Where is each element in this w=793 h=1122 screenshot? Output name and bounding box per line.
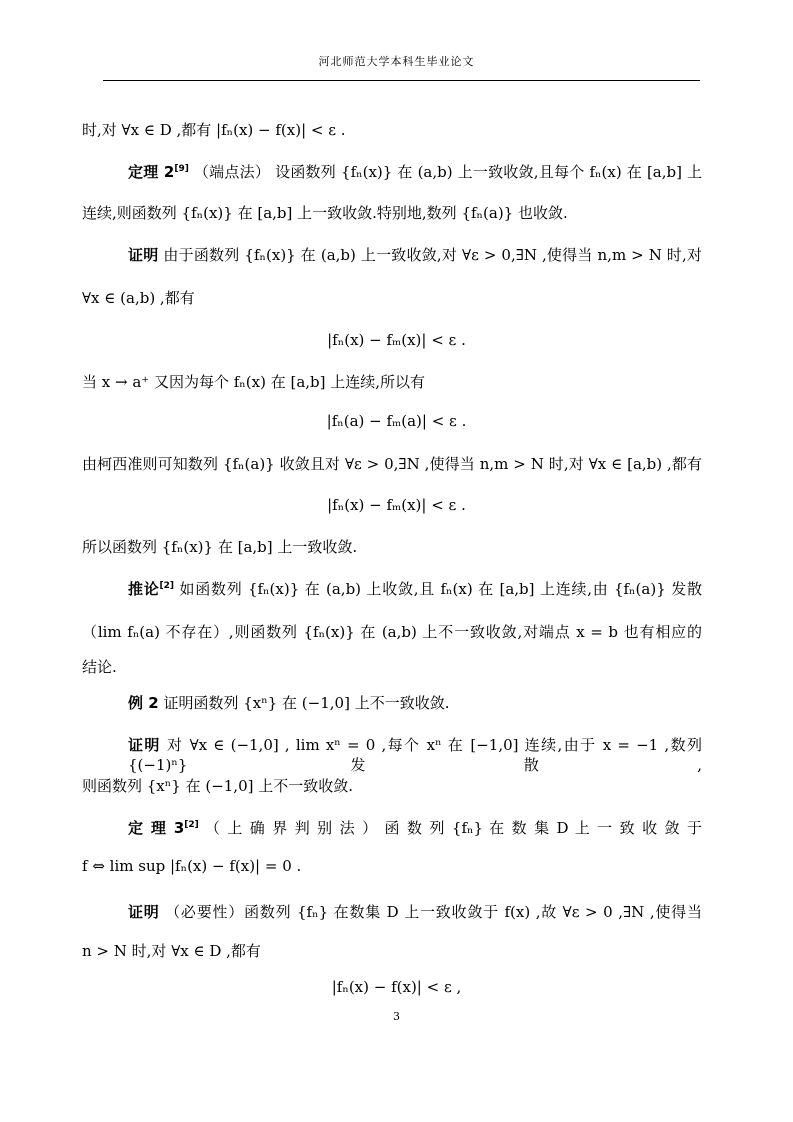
theorem-3-line-1: [128, 818, 702, 838]
proof-line-2: [128, 735, 702, 774]
proof-label: 证明: [128, 736, 161, 754]
corollary-label: 推论: [128, 580, 160, 598]
page-number: 3: [393, 1010, 400, 1023]
equation: |fₙ(x) − f(x)| < ε ,: [331, 978, 462, 996]
equation: |fₙ(x) − fₘ(x)| < ε .: [327, 496, 466, 514]
text-span: 由于函数列 {fₙ(x)} 在 (a,b) 上一致收敛,对 ∀ε > 0,∃N ,使得当 n,m > N 时,对: [163, 246, 702, 264]
citation: [2]: [184, 820, 199, 830]
running-header: 河北师范大学本科生毕业论文: [318, 55, 475, 68]
text-line: f ⇔ lim sup |fₙ(x) − f(x)| = 0 .: [82, 857, 302, 875]
equation: |fₙ(a) − fₘ(a)| < ε .: [326, 412, 467, 430]
example-line: [128, 693, 702, 713]
text-line: （lim fₙ(a) 不存在）,则函数列 {fₙ(x)} 在 (a,b) 上不一致收敛,对端点 x = b 也有相应的: [82, 623, 702, 641]
text-line: n > N 时,对 ∀x ∈ D ,都有: [82, 942, 261, 960]
text-line: 连续,则函数列 {fₙ(x)} 在 [a,b] 上一致收敛.特别地,数列 {fₙ(a)} 也收敛.: [82, 204, 568, 222]
theorem-label: 定 理 3: [128, 819, 185, 837]
text-line: 由柯西准则可知数列 {fₙ(a)} 收敛且对 ∀ε > 0,∃N ,使得当 n,m > N 时,对 ∀x ∈ [a,b) ,都有: [82, 455, 702, 473]
text-line: 时,对 ∀x ∈ D ,都有 |fₙ(x) − f(x)| < ε .: [82, 121, 346, 139]
text-span: 对 ∀x ∈ (−1,0] , lim xⁿ = 0 ,每个 xⁿ 在 [−1,0] 连续,由于 x = −1 ,数列 {(−1)ⁿ} 发散,: [128, 736, 702, 774]
text-span: 证明函数列 {xⁿ} 在 (−1,0] 上不一致收敛.: [163, 694, 450, 712]
text-line: 结论.: [82, 658, 117, 676]
citation: [2]: [159, 581, 174, 591]
citation: [9]: [174, 164, 189, 174]
theorem-label: 定理 2: [128, 163, 175, 181]
text-span: 如函数列 {fₙ(x)} 在 (a,b) 上收敛,且 fₙ(x) 在 [a,b] 上连续,由 {fₙ(a)} 发散: [179, 580, 702, 598]
text-span: （必要性）函数列 {fₙ} 在数集 D 上一致收敛于 f(x) ,故 ∀ε > 0 ,∃N ,使得当: [165, 903, 702, 921]
proof-label: 证明: [128, 903, 160, 921]
proof-line-3: [128, 902, 702, 922]
corollary-line-1: [128, 579, 702, 599]
equation: |fₙ(x) − fₘ(x)| < ε .: [327, 331, 466, 349]
proof-label: 证明: [128, 246, 159, 264]
text-line: 所以函数列 {fₙ(x)} 在 [a,b] 上一致收敛.: [82, 538, 358, 556]
text-span: （ 上 确 界 判 别 法 ） 函 数 列 {fₙ} 在 数 集 D 上 一 致 收 敛 于: [204, 819, 702, 837]
text-line: 则函数列 {xⁿ} 在 (−1,0] 上不一致收敛.: [82, 777, 354, 795]
proof-line-1: [128, 245, 702, 265]
example-label: 例 2: [128, 694, 159, 712]
text-line: 当 x → a⁺ 又因为每个 fₙ(x) 在 [a,b] 上连续,所以有: [82, 373, 426, 391]
text-span: （端点法） 设函数列 {fₙ(x)} 在 (a,b) 上一致收敛,且每个 fₙ(x) 在 [a,b] 上: [193, 163, 702, 181]
theorem-2-line-1: [128, 162, 702, 182]
header-rule: [103, 80, 700, 81]
text-line: ∀x ∈ (a,b) ,都有: [82, 289, 195, 307]
